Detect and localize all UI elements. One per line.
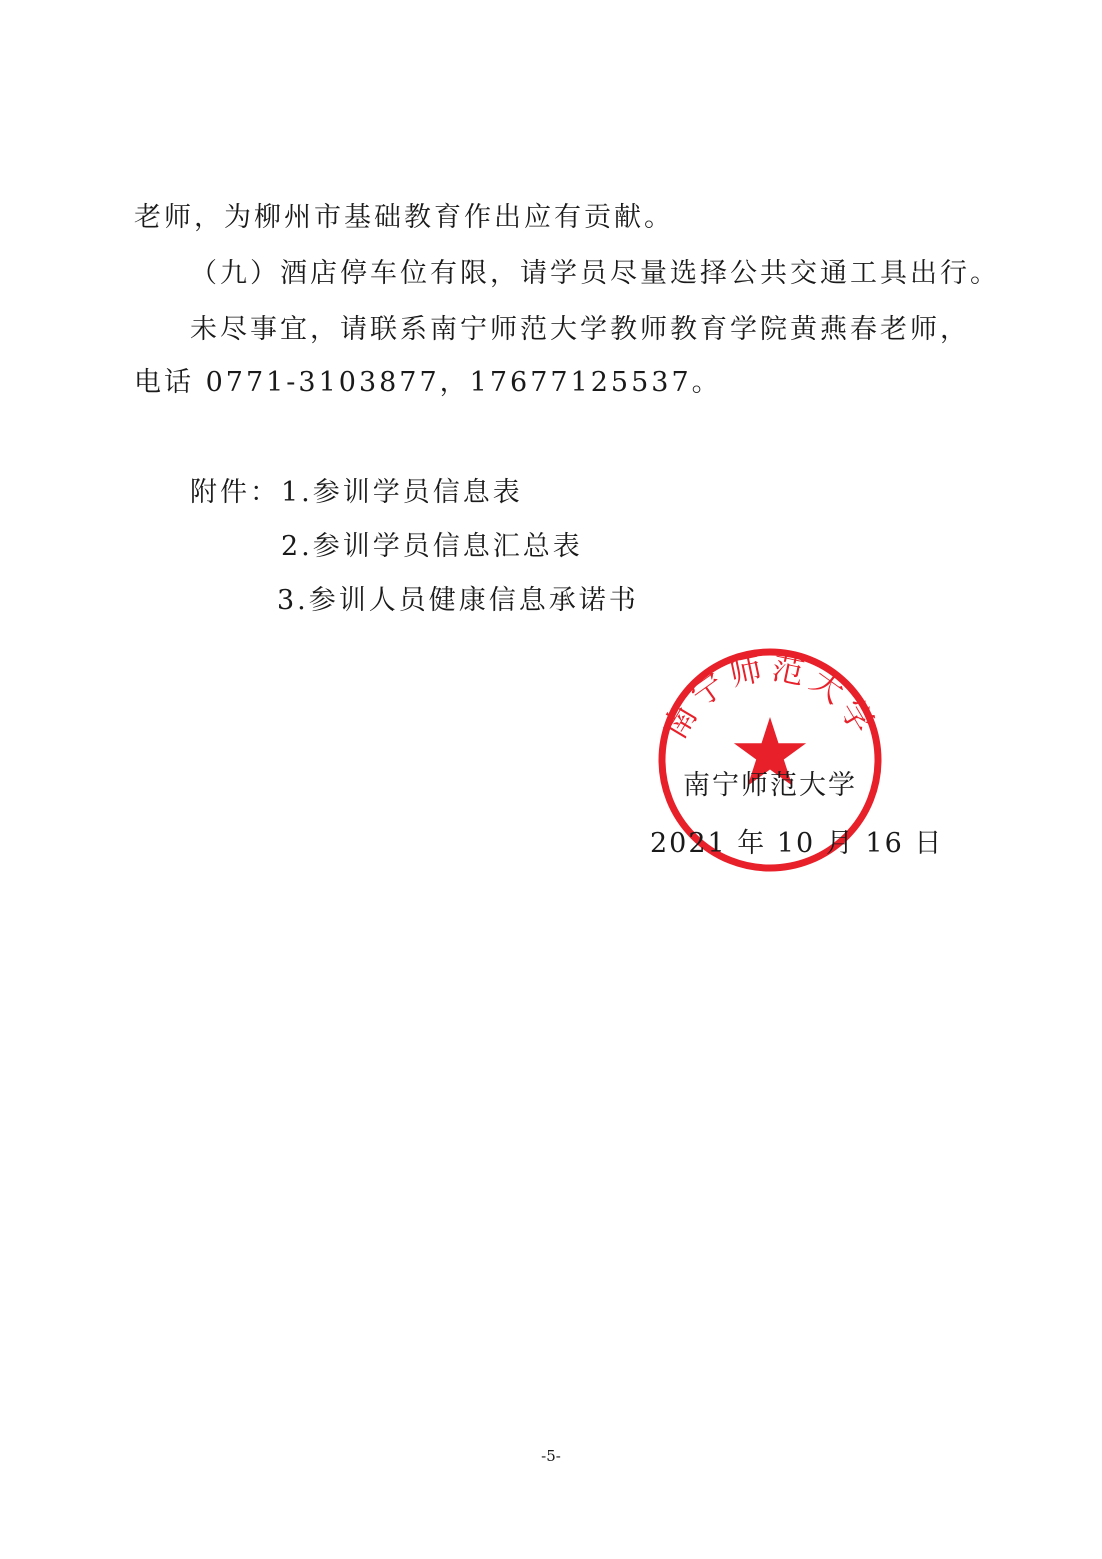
signer-name: 南宁师范大学 <box>683 770 857 801</box>
signature-date: 2021 年 10 月 16 日 <box>650 828 944 859</box>
body-line: 未尽事宜，请联系南宁师范大学教师教育学院黄燕春老师， <box>190 314 970 345</box>
body-line: 老师，为柳州市基础教育作出应有贡献。 <box>134 202 674 233</box>
body-line: （九）酒店停车位有限，请学员尽量选择公共交通工具出行。 <box>190 258 1000 289</box>
attachment-item: 1.参训学员信息表 <box>281 477 523 508</box>
attachments-label: 附件： <box>190 477 280 508</box>
seal-text: 南宁师范大学 <box>656 649 884 745</box>
contact-phone-line: 电话 0771-3103877，17677125537。 <box>134 367 722 398</box>
page-number: -5- <box>541 1447 561 1465</box>
attachment-item: 3.参训人员健康信息承诺书 <box>277 585 639 616</box>
attachment-item: 2.参训学员信息汇总表 <box>281 531 583 562</box>
